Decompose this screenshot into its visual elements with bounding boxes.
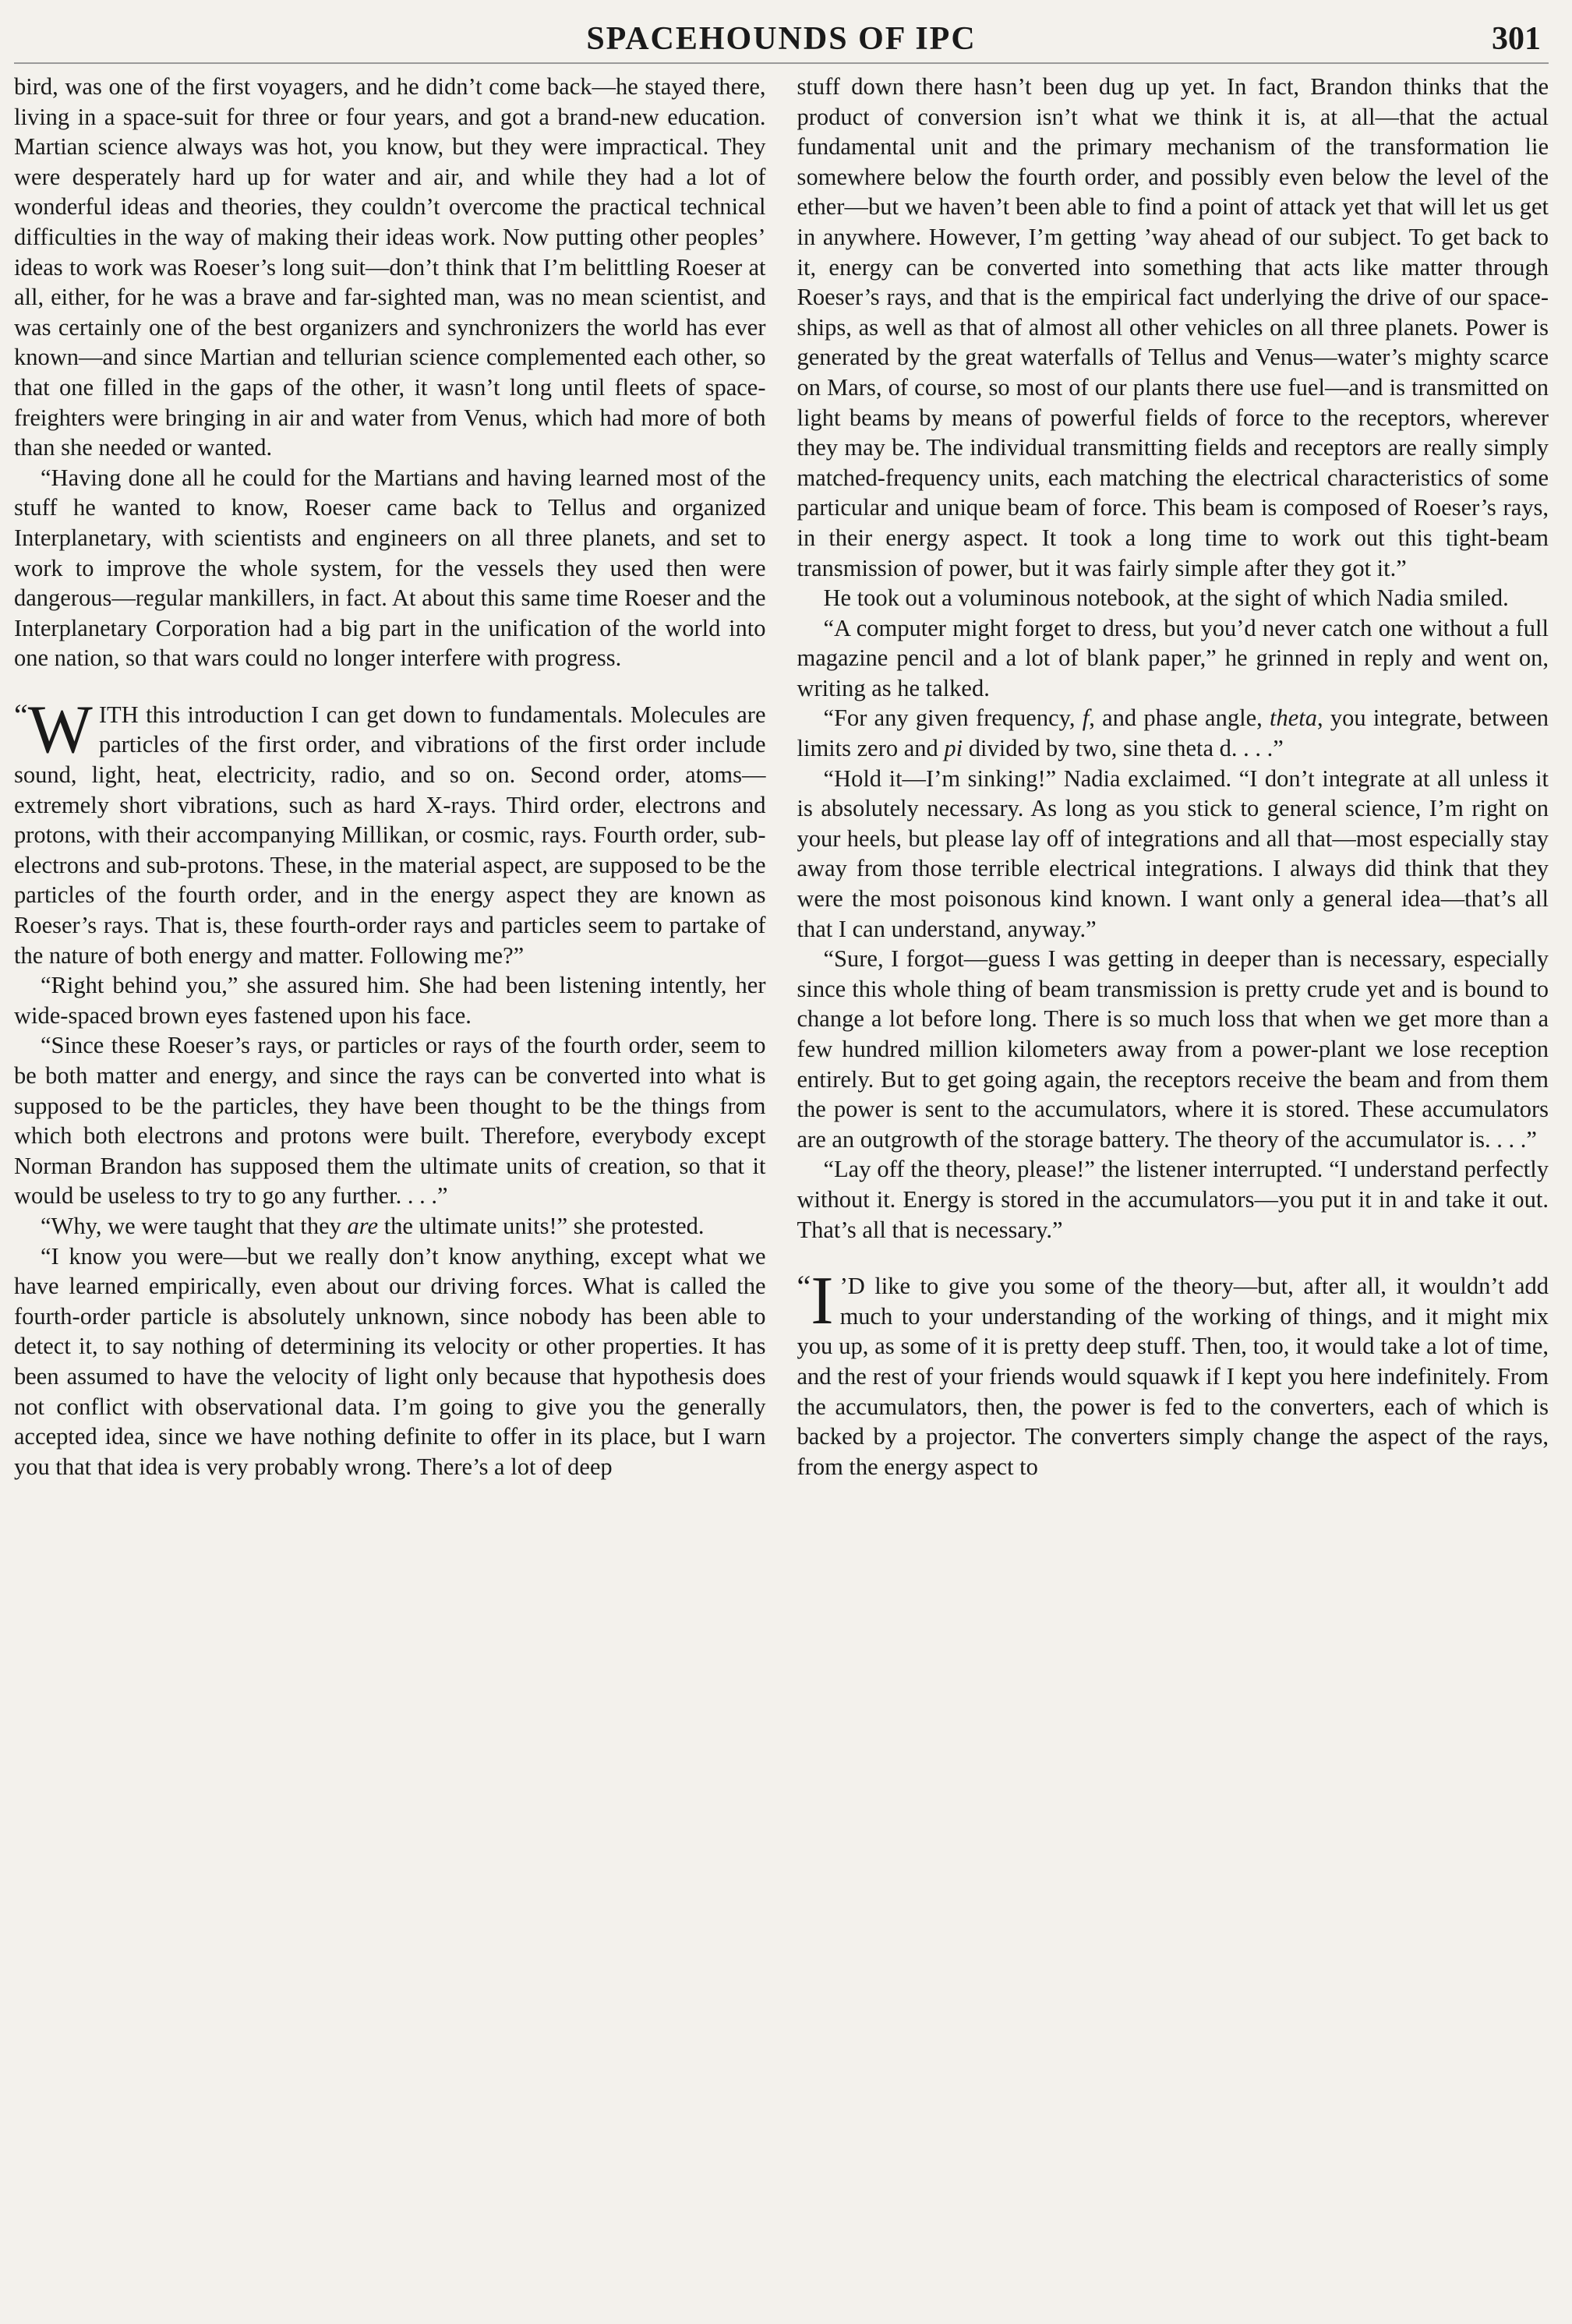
paragraph: “Lay off the theory, please!” the listener interrupted. “I understand perfectly without it. Energy is stored in the accumulators—you put it in and take it out. That’s all that is necessary.” [797, 1156, 1549, 1243]
running-title: SPACEHOUNDS OF IPC [586, 21, 977, 57]
opening-quote: “ [14, 697, 28, 733]
paragraph: “Sure, I forgot—guess I was getting in deeper than is necessary, especially since this whole thing of beam transmission is pretty crude yet and is bound to change a lot before long. There is so much loss that when we get more than a few hundred million kilometers away from a power-plant we lose reception entirely. But to get going again, the receptors receive the beam and from them the power is sent to the accumulators, where it is stored. These accumulators are an outgrowth of the storage battery. The theory of the accumulator is. . . .” [797, 945, 1549, 1153]
paragraph: “Since these Roeser’s rays, or particles or rays of the fourth order, seem to be both matter and energy, and since the rays can be converted into what is supposed to be the particles, they have been thought to be the things from which both electrons and protons were built. Therefore, everybody except Norman Brandon has supposed them the ultimate units of creation, so that it would be useless to try to go any further. . . .” [14, 1032, 766, 1210]
section-paragraph [14, 691, 766, 970]
drop-cap-letter: I [811, 1263, 834, 1340]
paragraph: “Hold it—I’m sinking!” Nadia exclaimed. “I don’t integrate at all unless it is absolutely necessary. As long as you stick to general science, I’m right on your heels, but please lay off of integrations and all that—most especially stay away from those terrible electrical integrations. I always did think that they were the most poisonous kind known. I want only a general idea—that’s all that I can understand, anyway.” [797, 765, 1549, 942]
paragraph: “I know you were—but we really don’t know anything, except what we have learned empirically, even about our driving forces. What is called the fourth-order particle is absolutely unknown, since nobody has been able to detect it, to say nothing of determining its velocity or other properties. It has been assumed to have the velocity of light only because that hypothesis does not conflict with observational data. I’m going to give you the generally accepted idea, since we have nothing definite to offer in its place, but I warn you that that idea is very probably wrong. There’s a lot of deep [14, 1242, 766, 1480]
paragraph [14, 1211, 766, 1241]
text-run: “For any given frequency, [823, 705, 1076, 732]
opening-quote: “ [797, 1269, 811, 1305]
drop-cap-letter: W [27, 691, 93, 768]
left-column [14, 72, 766, 1482]
two-column-body [14, 72, 1549, 1482]
text-run: , you integrate, between limits zero and [797, 705, 1549, 762]
text-run: , and phase angle, [1089, 705, 1263, 732]
section-paragraph [797, 1263, 1549, 1482]
paragraph-text: ’D like to give you some of the theory—but, after all, it wouldn’t add much to your understanding of the working of things, and it might mix you up, as some of it is pretty deep stuff. Then, too, it would take a lot of time, and the rest of your friends would squawk if I kept you here indefinitely. From the accumulators, then, the power is fed to the converters, each of which is backed by a projector. The converters simply change the aspect of the rays, from the energy aspect to [797, 1273, 1549, 1480]
paragraph: “Right behind you,” she assured him. She had been listening intently, her wide-spaced brown eyes fastened upon his face. [14, 972, 766, 1029]
text-run: divided by two, sine theta d. . . .” [968, 735, 1284, 762]
page-number: 301 [1492, 21, 1541, 57]
text-run: the ultimate units!” she protested. [383, 1212, 705, 1239]
italic-text: are [347, 1212, 379, 1239]
paragraph: “A computer might forget to dress, but you’d never catch one without a full magazine pencil and a lot of blank paper,” he grinned in reply and went on, writing as he talked. [797, 614, 1549, 701]
right-column [797, 72, 1549, 1482]
paragraph: “Having done all he could for the Martians and having learned most of the stuff he wanted to know, Roeser came back to Tellus and organized Interplanetary, with scientists and engineers on all three planets, and set to work to improve the whole system, for the vessels they used then were dangerous—regular mankillers, in fact. At about this same time Roeser and the Interplanetary Corporation had a big part in the unification of the world into one nation, so that wars could no longer interfere with progress. [14, 464, 766, 672]
running-header [14, 16, 1549, 64]
paragraph-text: ITH this introduction I can get down to fundamentals. Molecules are particles of the first order, and vibrations of the first order include sound, light, heat, electricity, radio, and so on. Second order, atoms—extremely short vibrations, such as hard X-rays. Third order, electrons and protons, with their accompanying Millikan, or cosmic, rays. Fourth order, sub-electrons and sub-protons. These, in the material aspect, are supposed to be the particles of the fourth order, and in the energy aspect they are known as Roeser’s rays. That is, these fourth-order rays and particles seem to partake of the nature of both energy and matter. Following me?” [14, 701, 766, 969]
italic-text: theta [1270, 705, 1317, 732]
italic-text: pi [944, 735, 963, 762]
text-run: “Why, we were taught that they [41, 1212, 341, 1239]
paragraph: bird, was one of the first voyagers, and he didn’t come back—he stayed there, living in a space-suit for three or four years, and got a brand-new education. Martian science always was hot, you know, but they were impractical. They were desperately hard up for water and air, and while they had a lot of wonderful ideas and theories, they couldn’t overcome the practical technical difficulties in the way of making their ideas work. Now putting other peoples’ ideas to work was Roeser’s long suit—don’t think that I’m belittling Roeser at all, either, for he was a brave and far-sighted man, was no mean scientist, and was certainly one of the best organizers and synchronizers the world has ever known—and since Martian and tellurian science complemented each other, so that one filled in the gaps of the other, it wasn’t long until fleets of space-freighters were bringing in air and water from Venus, which had more of both than she needed or wanted. [14, 73, 766, 461]
italic-text: f [1082, 705, 1090, 732]
paragraph [797, 703, 1549, 763]
paragraph: stuff down there hasn’t been dug up yet. In fact, Brandon thinks that the product of conversion isn’t what we think it is, at all—that the actual fundamental unit and the primary mechanism of the transformation lie somewhere below the fourth order, and possibly even below the level of the ether—but we haven’t been able to find a point of attack yet that will let us get in anywhere. However, I’m getting ’way ahead of our subject. To get back to it, energy can be converted into something that acts like matter through Roeser’s rays, and that is the empirical fact underlying the drive of our space-ships, as well as that of almost all other vehicles on all three planets. Power is generated by the great waterfalls of Tellus and Venus—water’s mighty scarce on Mars, of course, so most of our plants there use fuel—and is transmitted on light beams by means of powerful fields of force to the receptors, wherever they may be. The individual transmitting fields and receptors are really simply matched-frequency units, each matching the electrical characteristics of some particular and unique beam of force. This beam is composed of Roeser’s rays, in their energy aspect. It took a long time to work out this tight-beam transmission of power, but it was fairly simple after they got it.” [797, 73, 1549, 581]
paragraph: He took out a voluminous notebook, at the sight of which Nadia smiled. [823, 585, 1509, 612]
